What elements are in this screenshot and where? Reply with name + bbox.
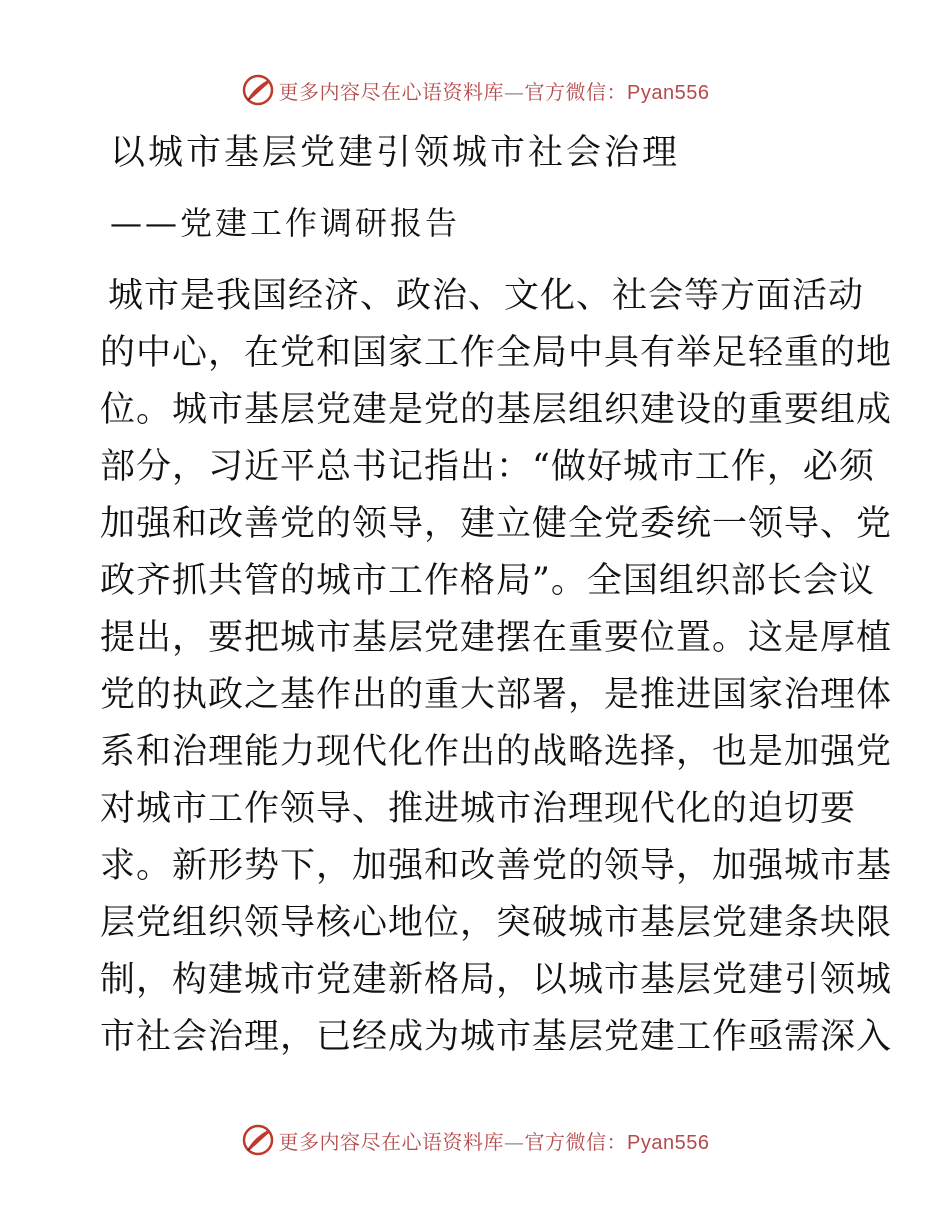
watermark-separator: — <box>504 1129 525 1154</box>
watermark-text <box>279 76 710 105</box>
body-line: 层党组织领导核心地位，突破城市基层党建条块限 <box>100 903 893 943</box>
watermark-wechat-label: 官方微信： <box>524 79 628 104</box>
pen-logo-icon <box>241 1123 275 1157</box>
watermark-main-text: 更多内容尽在心语资料库 <box>278 1129 505 1154</box>
document-subtitle: ——党建工作调研报告 <box>110 204 461 242</box>
body-line: 求。新形势下，加强和改善党的领导，加强城市基 <box>100 846 893 886</box>
watermark-main-text: 更多内容尽在心语资料库 <box>278 79 505 104</box>
body-line: 位。城市基层党建是党的基层组织建设的重要组成 <box>100 390 893 430</box>
watermark-separator: — <box>504 79 525 104</box>
body-line: 提出，要把城市基层党建摆在重要位置。这是厚植 <box>100 618 893 658</box>
watermark-text <box>279 1126 710 1155</box>
body-line: 城市是我国经济、政治、文化、社会等方面活动 <box>108 276 865 316</box>
body-line: 制，构建城市党建新格局，以城市基层党建引领城 <box>100 960 893 1000</box>
pen-logo-icon <box>241 73 275 107</box>
body-line: 市社会治理，已经成为城市基层党建工作亟需深入 <box>100 1017 893 1057</box>
watermark-wechat-id: Pyan556 <box>627 81 710 104</box>
footer-watermark <box>0 1120 950 1160</box>
body-line: 党的执政之基作出的重大部署，是推进国家治理体 <box>100 675 893 715</box>
body-line: 的中心，在党和国家工作全局中具有举足轻重的地 <box>100 333 893 373</box>
body-line: 部分，习近平总书记指出：“做好城市工作，必须 <box>100 447 875 487</box>
header-watermark <box>0 70 950 110</box>
body-line: 加强和改善党的领导，建立健全党委统一领导、党 <box>100 504 893 544</box>
body-line: 政齐抓共管的城市工作格局”。全国组织部长会议 <box>100 561 875 601</box>
body-line: 系和治理能力现代化作出的战略选择，也是加强党 <box>100 732 893 772</box>
body-line: 对城市工作领导、推进城市治理现代化的迫切要 <box>100 789 857 829</box>
document-title: 以城市基层党建引领城市社会治理 <box>110 133 681 173</box>
watermark-wechat-id: Pyan556 <box>627 1131 710 1154</box>
body-paragraph <box>100 268 893 1066</box>
watermark-wechat-label: 官方微信： <box>524 1129 628 1154</box>
